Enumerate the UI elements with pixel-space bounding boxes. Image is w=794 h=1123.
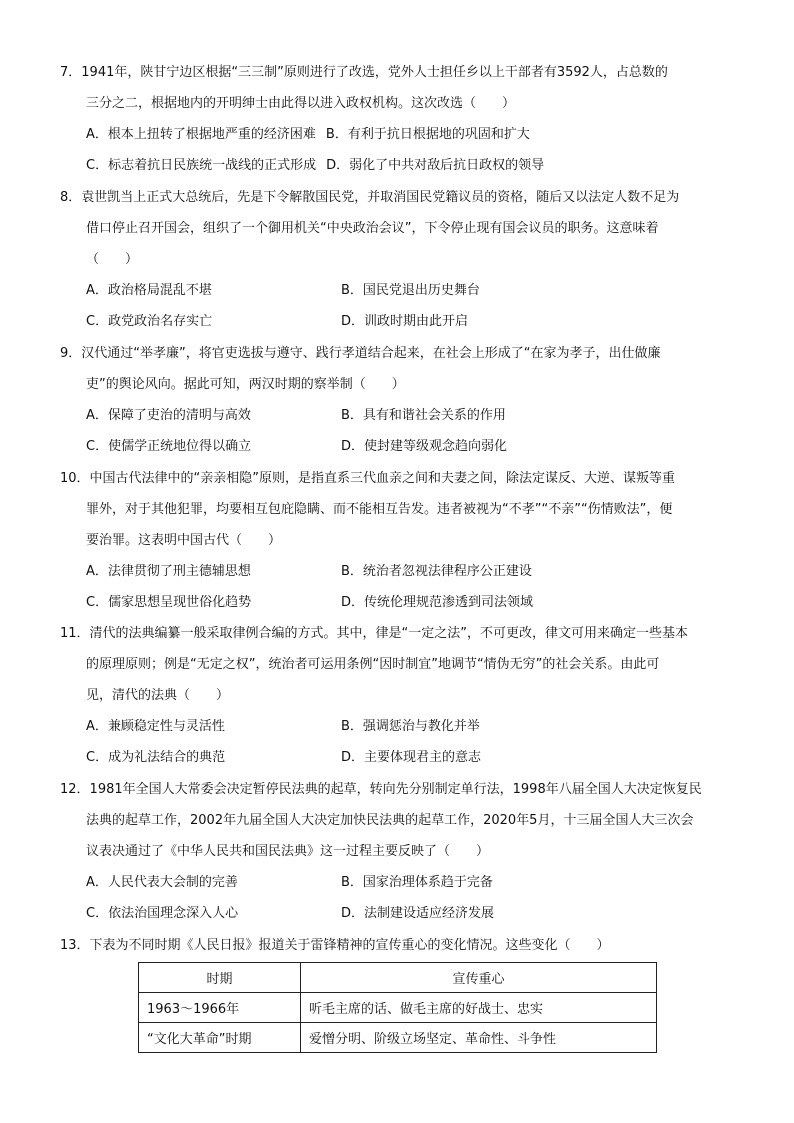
question-text: 1941年，陕甘宁边区根据“三三制”原则进行了改选，党外人士担任乡以上干部者有3592人，占总数的 <box>81 65 668 80</box>
question-number: 7． <box>60 65 82 80</box>
options <box>60 119 750 181</box>
question-number: 13． <box>60 938 90 953</box>
question-12 <box>60 774 750 929</box>
lei-feng-propaganda-table <box>138 962 657 1053</box>
question-text: 见，清代的法典（ ） <box>86 688 230 703</box>
table-header-row <box>139 963 657 993</box>
option-c[interactable]: C．政党政治名存实亡 <box>86 314 213 329</box>
option-a[interactable]: A．法律贯彻了刑主德辅思想 <box>86 564 251 579</box>
question-number: 12． <box>60 782 90 797</box>
question-text: 借口停止召开国会，组织了一个御用机关“中央政治会议”，下令停止现有国会议员的职务。这意味着 <box>86 221 659 236</box>
question-text: 中国古代法律中的“亲亲相隐”原则，是指直系三代血亲之间和夫妻之间，除法定谋反、大逆、谋叛等重 <box>89 471 676 486</box>
option-a[interactable]: A．保障了吏治的清明与高效 <box>86 408 251 423</box>
question-number: 8． <box>60 190 82 205</box>
question-number: 9． <box>60 346 82 361</box>
question-text: 清代的法典编纂一般采取律例合编的方式。其中，律是“一定之法”，不可更改，律文可用来确定一些基本 <box>89 626 689 641</box>
option-b[interactable]: B．有利于抗日根据地的巩固和扩大 <box>325 127 530 142</box>
option-c[interactable]: C．标志着抗日民族统一战线的正式形成 <box>86 158 317 173</box>
question-text: 法典的起草工作，2002年九届全国人大决定加快民法典的起草工作，2020年5月，十三届全国人大三次会 <box>86 813 694 828</box>
options <box>60 400 750 462</box>
option-d[interactable]: D．主要体现君主的意志 <box>341 750 482 765</box>
question-11 <box>60 618 750 773</box>
question-text: 下表为不同时期《人民日报》报道关于雷锋精神的宣传重心的变化情况。这些变化（ ） <box>89 938 610 953</box>
question-number: 10． <box>60 471 90 486</box>
options <box>60 867 750 929</box>
question-text: 议表决通过了《中华人民共和国民法典》这一过程主要反映了（ ） <box>86 844 490 859</box>
question-text: 三分之二，根据地内的开明绅士由此得以进入政权机构。这次改选（ ） <box>86 96 516 111</box>
table-cell-focus: 爱憎分明、阶级立场坚定、革命性、斗争性 <box>301 1023 657 1053</box>
table-cell-focus: 听毛主席的话、做毛主席的好战士、忠实 <box>301 993 657 1023</box>
question-text: 的原理原则；例是“无定之权”，统治者可运用条例“因时制宜”地调节“情伪无穷”的社会关系。由此可 <box>86 657 660 672</box>
question-13 <box>60 930 750 961</box>
table-cell-period: “文化大革命”时期 <box>139 1023 301 1053</box>
question-text: 汉代通过“举孝廉”，将官吏选拔与遵守、践行孝道结合起来，在社会上形成了“在家为孝子，出仕做廉 <box>81 346 661 361</box>
option-c[interactable]: C．成为礼法结合的典范 <box>86 750 226 765</box>
question-text: 吏”的舆论风向。据此可知，两汉时期的察举制（ ） <box>86 377 405 392</box>
table-row <box>139 1023 657 1053</box>
table-header-period: 时期 <box>139 963 301 993</box>
question-9 <box>60 338 750 462</box>
option-b[interactable]: B．统治者忽视法律程序公正建设 <box>341 564 532 579</box>
option-d[interactable]: D．训政时期由此开启 <box>341 314 469 329</box>
table-row <box>139 993 657 1023</box>
option-d[interactable]: D．传统伦理规范渗透到司法领域 <box>341 595 534 610</box>
option-d[interactable]: D．使封建等级观念趋向弱化 <box>341 439 508 454</box>
option-a[interactable]: A．人民代表大会制的完善 <box>86 875 238 890</box>
question-10 <box>60 463 750 618</box>
table-cell-period: 1963～1966年 <box>139 993 301 1023</box>
option-c[interactable]: C．使儒学正统地位得以确立 <box>86 439 252 454</box>
question-text: （ ） <box>86 252 139 267</box>
options <box>60 556 750 618</box>
option-d[interactable]: D．法制建设适应经济发展 <box>341 906 495 921</box>
option-a[interactable]: A．政治格局混乱不堪 <box>86 283 212 298</box>
question-text: 要治罪。这表明中国古代（ ） <box>86 533 282 548</box>
question-number: 11． <box>60 626 90 641</box>
question-7 <box>60 57 750 181</box>
option-c[interactable]: C．儒家思想呈现世俗化趋势 <box>86 595 252 610</box>
question-8 <box>60 182 750 337</box>
question-text: 罪外，对于其他犯罪，均要相互包庇隐瞒、而不能相互告发。违者被视为“不孝”“不亲”“伤情败法”，便 <box>86 502 673 517</box>
option-b[interactable]: B．具有和谐社会关系的作用 <box>341 408 506 423</box>
option-b[interactable]: B．国家治理体系趋于完备 <box>341 875 493 890</box>
option-d[interactable]: D．弱化了中共对敌后抗日政权的领导 <box>326 158 545 173</box>
table-header-focus: 宣传重心 <box>301 963 657 993</box>
question-text: 1981年全国人大常委会决定暂停民法典的起草，转向先分别制定单行法，1998年八届全国人大决定恢复民 <box>89 782 702 797</box>
option-b[interactable]: B．国民党退出历史舞台 <box>341 283 480 298</box>
option-c[interactable]: C．依法治国理念深入人心 <box>86 906 239 921</box>
option-b[interactable]: B．强调惩治与教化并举 <box>341 719 480 734</box>
options <box>60 711 750 773</box>
options <box>60 275 750 337</box>
option-a[interactable]: A．根本上扭转了根据地严重的经济困难 <box>86 127 316 142</box>
question-text: 袁世凯当上正式大总统后，先是下令解散国民党，并取消国民党籍议员的资格，随后又以法定人数不足为 <box>81 190 680 205</box>
option-a[interactable]: A．兼顾稳定性与灵活性 <box>86 719 225 734</box>
